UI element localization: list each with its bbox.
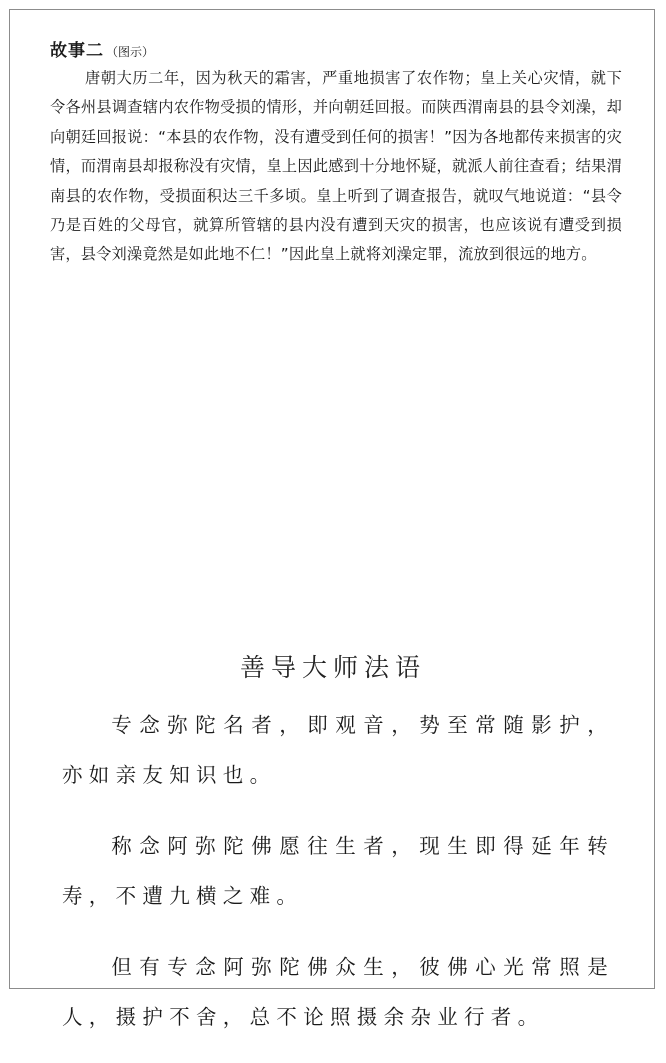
story-heading [50, 36, 154, 61]
dharma-paragraph-1: 专念弥陀名者，即观音，势至常随影护，亦如亲友知识也。 [62, 713, 614, 787]
story-subtitle: （图示） [106, 45, 155, 59]
story-title: 故事二 [50, 41, 104, 61]
dharma-paragraph-2: 称念阿弥陀佛愿往生者，现生即得延年转寿，不遭九横之难。 [62, 834, 614, 908]
dharma-paragraph-3: 但有专念阿弥陀佛众生，彼佛心光常照是人，摄护不舍，总不论照摄余杂业行者。 [62, 955, 614, 1029]
story-paragraph: 唐朝大历二年，因为秋天的霜害，严重地损害了农作物；皇上关心灾情，就下令各州县调查辖内农作物受损的情形，并向朝廷回报。而陕西渭南县的县令刘澡，却向朝廷回报说：“本县的农作物，没有遭受到任何的损害！”因为各地都传来损害的灾情，而渭南县却报称没有灾情，皇上因此感到十分地怀疑，就派人前往查看；结果渭南县的农作物，受损面积达三千多顷。皇上听到了调查报告，就叹气地说道：“县令乃是百姓的父母官，就算所管辖的县内没有遭到天灾的损害，也应该说有遭受到损害，县令刘澡竟然是如此地不仁！”因此皇上就将刘澡定罪，流放到很远的地方。 [50, 69, 622, 264]
dharma-section-body [62, 700, 614, 1063]
dharma-section-title: 善导大师法语 [239, 653, 426, 682]
